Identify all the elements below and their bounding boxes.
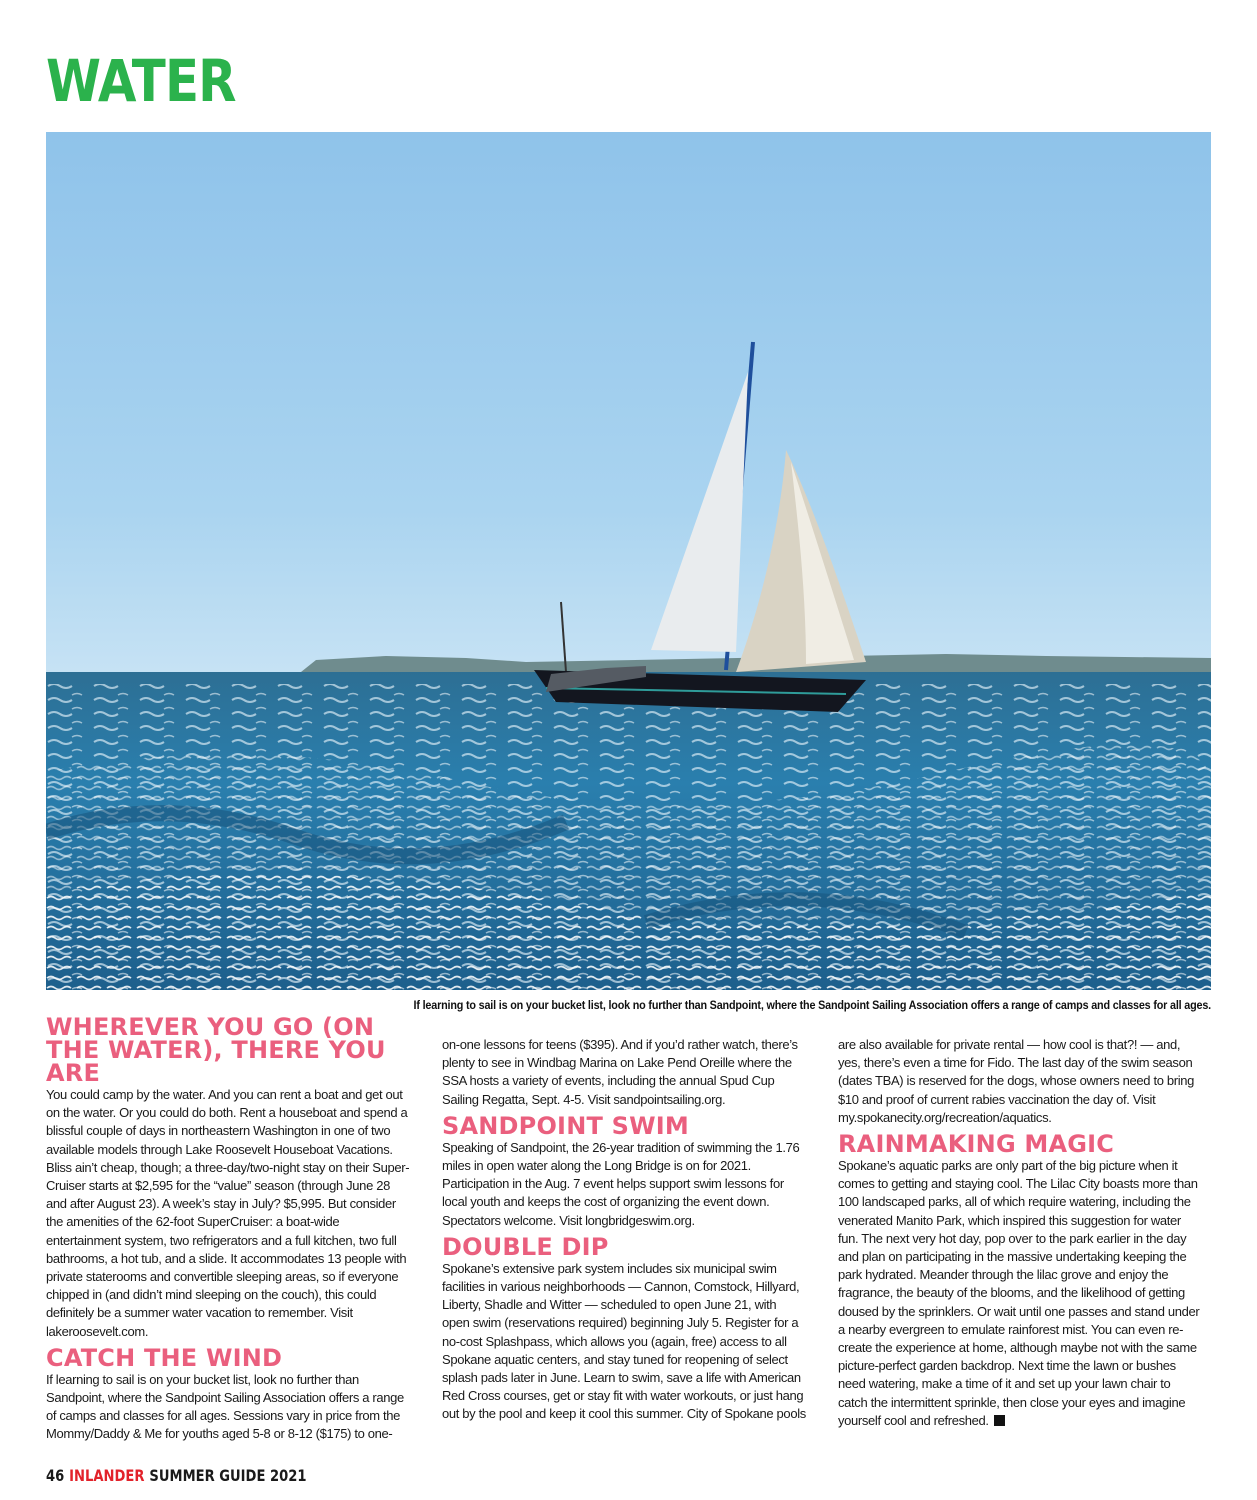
column-3: [838, 1036, 1202, 1430]
article-body-double-dip-part2: are also available for private rental — how cool is that?! — and, yes, there’s even a time for Fido. The last day of the swim season (dates TBA) is reserved for the dogs, whose owners need to bring $10 and proof of current rabies vaccination the day of. Visit my.spokanecity.org/recreation/aquatics.: [838, 1037, 1195, 1125]
article-heading-rainmaking-magic: RAINMAKING MAGIC: [838, 1130, 1115, 1159]
photo-caption: If learning to sail is on your bucket list, look no further than Sandpoint, where the Sandpoint Sailing Association offers a range of camps and classes for all ages.: [413, 998, 1211, 1012]
section-title: WATER: [46, 47, 236, 115]
article-heading-double-dip: DOUBLE DIP: [442, 1232, 609, 1261]
article-heading-catch-the-wind: CATCH THE WIND: [46, 1343, 283, 1372]
sailboat-illustration: [46, 132, 1211, 990]
page-footer: [46, 1466, 307, 1485]
brand-logo: INLANDER: [69, 1466, 145, 1485]
publication-name: SUMMER GUIDE 2021: [149, 1466, 307, 1485]
column-2: [442, 1036, 806, 1424]
article-body-rainmaking-magic: [838, 1157, 1202, 1430]
article-body-double-dip-part1: Spokane’s extensive park system includes six municipal swim facilities in various neighborhoods — Cannon, Comstock, Hillyard, Liberty, Shadle and Witter — scheduled to open June 21, with open swim (reservations required) beginning July 5. Register for a no-cost Splashpass, which allows you (again, free) access to all Spokane aquatic centers, and stay tuned for reopening of select splash pads later in June. Learn to swim, save a life with American Red Cross courses, get or stay fit with water workouts, or just hang out by the pool and keep it cool this summer. City of Spokane pools: [442, 1260, 806, 1422]
end-mark: [994, 1415, 1005, 1426]
article-body-catch-the-wind-part2: on-one lessons for teens ($395). And if you’d rather watch, there’s plenty to see in Windbag Marina on Lake Pend Oreille where the SSA hosts a variety of events, including the annual Spud Cup Sailing Regatta, Sept. 4-5. Visit sandpointsailing.org.: [442, 1037, 798, 1107]
article-body-wherever-you-go: You could camp by the water. And you can rent a boat and get out on the water. Or you could do both. Rent a houseboat and spend a blissful couple of days in northeastern Washington in one of two available models through Lake Roosevelt Houseboat Vacations. Bliss ain’t cheap, though; a three-day/two-night stay on their Super-Cruiser starts at $2,595 for the “value” season (through June 28 and after August 23). A week’s stay in July? $5,995. But consider the amenities of the 62-foot SuperCruiser: a boat-wide entertainment system, two refrigerators and a full kitchen, two full bathrooms, a hot tub, and a slide. It accommodates 13 people with private staterooms and convertible sleeping areas, so if everyone chipped in (and didn’t mind sleeping on the couch), this could definitely be a summer water vacation to remember. Visit lakeroosevelt.com.: [46, 1087, 410, 1339]
page-number: 46: [46, 1466, 65, 1485]
article-heading-wherever-you-go: WHEREVER YOU GO (ON THE WATER), THERE YOU ARE: [46, 1013, 386, 1087]
rainmaking-magic-text: Spokane’s aquatic parks are only part of the big picture when it comes to getting and staying cool. The Lilac City boasts more than 100 landscaped parks, all of which require watering, including the venerated Manito Park, which inspired this suggestion for water fun. The next very hot day, pop over to the park earlier in the day and plan on participating in the massive undertaking keeping the park hydrated. Meander through the lilac grove and enjoy the fragrance, the beauty of the blooms, and the likelihood of getting doused by the sprinklers. Or wait until one passes and stand under a nearby evergreen to emulate rainforest mist. You can even re-create the experience at home, although maybe not with the same picture-perfect garden backdrop. Next time the lawn or bushes need watering, make a time of it and set up your lawn chair to catch the intermittent sprinkle, then close your eyes and imagine yourself cool and refreshed.: [838, 1158, 1200, 1428]
column-1: [46, 1013, 410, 1444]
article-body-sandpoint-swim: Speaking of Sandpoint, the 26-year tradition of swimming the 1.76 miles in open water along the Long Bridge is on for 2021. Participation in the Aug. 7 event helps support swim lessons for local youth and keeps the cost of organizing the event down. Spectators welcome. Visit longbridgeswim.org.: [442, 1139, 800, 1228]
sailboat-photo: [46, 132, 1211, 990]
article-heading-sandpoint-swim: SANDPOINT SWIM: [442, 1111, 689, 1140]
article-body-catch-the-wind-part1: If learning to sail is on your bucket list, look no further than Sandpoint, where the Sandpoint Sailing Association offers a range of camps and classes for all ages. Sessions vary in price from the Mommy/Daddy & Me for youths aged 5-8 or 8-12 ($175) to one-: [46, 1371, 404, 1442]
